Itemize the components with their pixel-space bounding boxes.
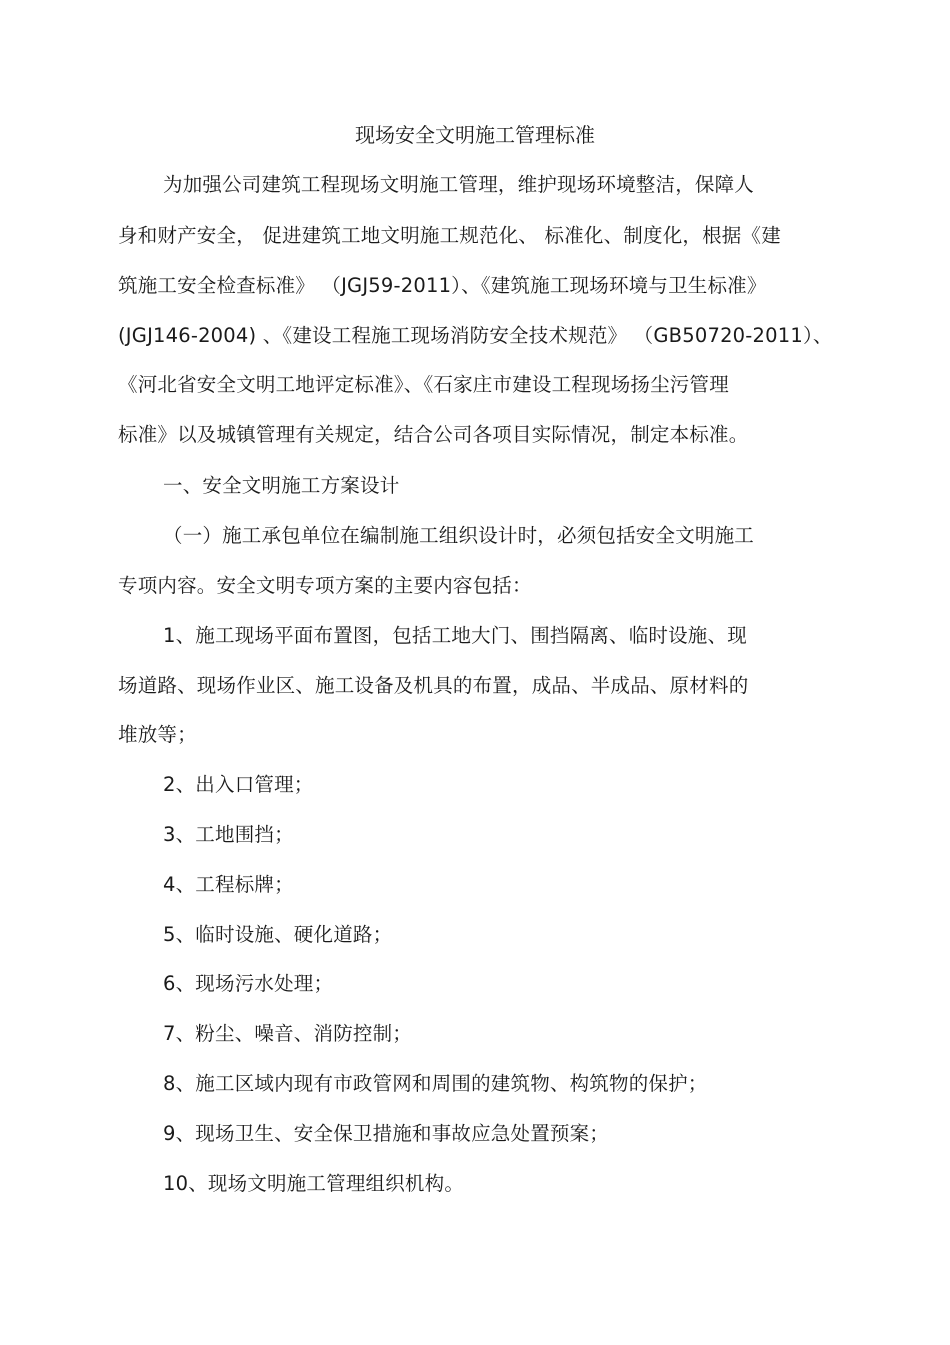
list-item: 6、现场污水处理； <box>163 972 334 995</box>
intro-line: 标准》以及城镇管理有关规定，结合公司各项目实际情况，制定本标准。 <box>118 423 749 446</box>
list-item: 7、粉尘、噪音、消防控制； <box>163 1022 413 1045</box>
section-heading: 一、安全文明施工方案设计 <box>163 474 400 497</box>
subsection-line: 专项内容。安全文明专项方案的主要内容包括： <box>118 574 532 597</box>
intro-line: 身和财产安全， 促进建筑工地文明施工规范化、 标准化、制度化，根据《建 <box>118 224 781 247</box>
list-item: 2、出入口管理； <box>163 773 314 796</box>
list-item-continuation: 场道路、现场作业区、施工设备及机具的布置，成品、半成品、原材料的 <box>118 674 749 697</box>
list-item: 4、工程标牌； <box>163 873 294 896</box>
list-item: 9、现场卫生、安全保卫措施和事故应急处置预案； <box>163 1122 610 1145</box>
list-item: 3、工地围挡； <box>163 823 294 846</box>
list-item: 1、施工现场平面布置图，包括工地大门、围挡隔离、临时设施、现 <box>163 624 747 647</box>
intro-line: 筑施工安全检查标准》 （JGJ59-2011）、《建筑施工现场环境与卫生标准》 <box>118 274 767 297</box>
subsection-line: （一）施工承包单位在编制施工组织设计时，必须包括安全文明施工 <box>163 524 755 547</box>
list-item: 10、现场文明施工管理组织机构。 <box>163 1172 465 1195</box>
intro-line: 为加强公司建筑工程现场文明施工管理，维护现场环境整洁，保障人 <box>163 173 755 196</box>
list-item: 8、施工区域内现有市政管网和周围的建筑物、构筑物的保护； <box>163 1072 708 1095</box>
list-item: 5、临时设施、硬化道路； <box>163 923 393 946</box>
intro-line: (JGJ146-2004) 、《建设工程施工现场消防安全技术规范》 （GB50720-2011）、 <box>118 324 833 347</box>
list-item-continuation: 堆放等； <box>118 723 197 746</box>
document-title: 现场安全文明施工管理标准 <box>355 123 595 147</box>
intro-line: 《河北省安全文明工地评定标准》、《石家庄市建设工程现场扬尘污管理 <box>118 373 729 396</box>
